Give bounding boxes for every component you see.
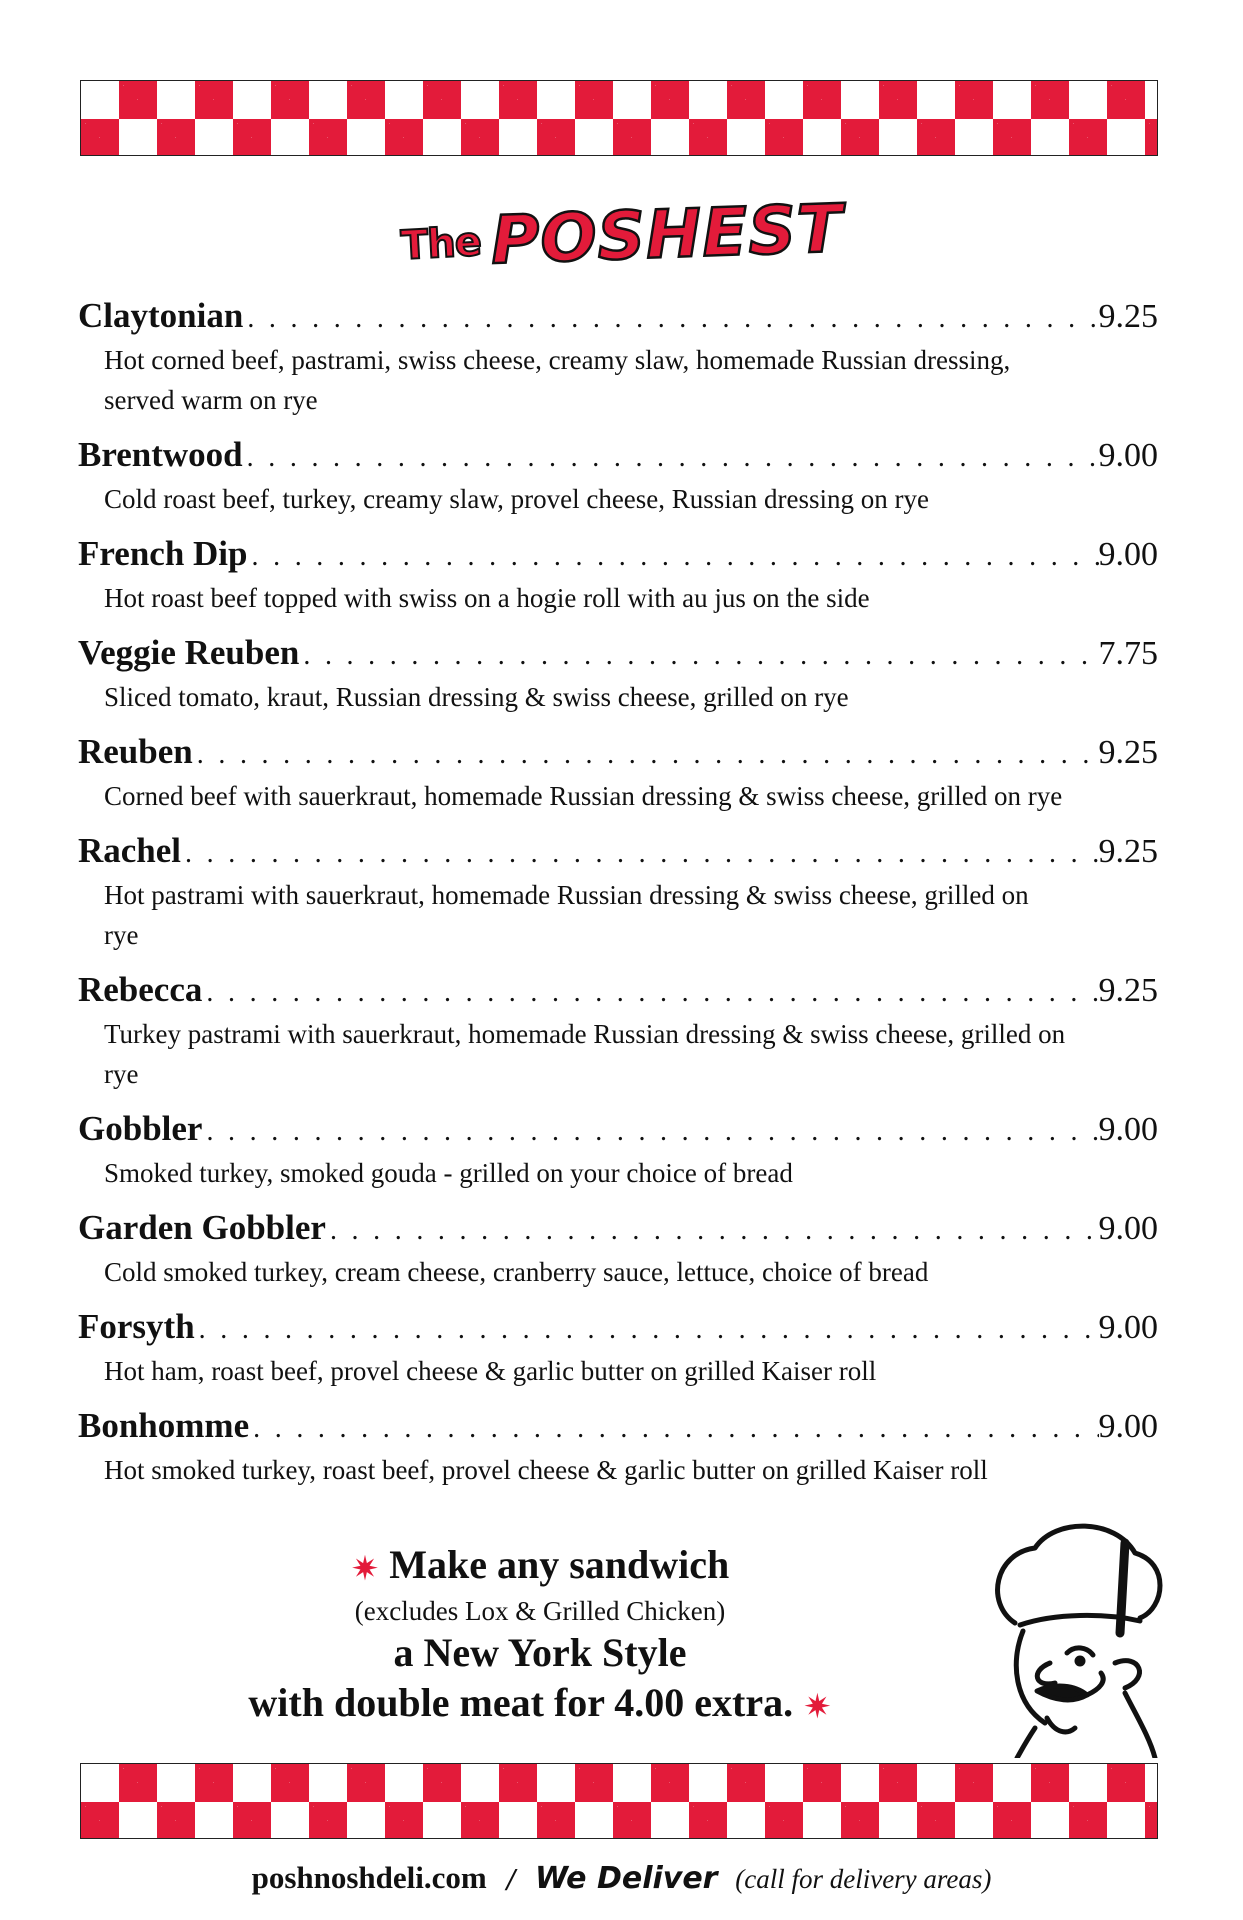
dot-leader: [249, 1408, 1098, 1450]
promo-text-4: with double meat for 4.00 extra.: [248, 1679, 794, 1725]
dot-leader: [195, 1309, 1099, 1351]
item-description: Hot smoked turkey, roast beef, provel cheese & garlic butter on grilled Kaiser roll: [104, 1455, 988, 1485]
checkered-border-top: [80, 80, 1158, 156]
item-description: Hot pastrami with sauerkraut, homemade Russian dressing & swiss cheese, grilled on rye: [104, 880, 1029, 950]
item-price: 7.75: [1098, 635, 1158, 672]
website-link[interactable]: poshnoshdeli.com: [251, 1860, 487, 1895]
item-name: Rebecca: [78, 970, 203, 1009]
menu-item-line: [78, 632, 1158, 677]
menu-item-line: [78, 1207, 1158, 1252]
item-description: Hot corned beef, pastrami, swiss cheese, creamy slaw, homemade Russian dressing, served warm on rye: [104, 345, 1011, 415]
dot-leader: [243, 437, 1099, 479]
item-description: Cold roast beef, turkey, creamy slaw, provel cheese, Russian dressing on rye: [104, 484, 930, 514]
item-price: 9.00: [1098, 1210, 1158, 1247]
item-description: Hot ham, roast beef, provel cheese & garlic butter on grilled Kaiser roll: [104, 1356, 877, 1386]
item-name: Forsyth: [78, 1307, 195, 1346]
promo-text-1: Make any sandwich: [389, 1542, 730, 1587]
item-price: 9.25: [1098, 972, 1158, 1009]
item-description: Turkey pastrami with sauerkraut, homemade Russian dressing & swiss cheese, grilled on rye: [104, 1019, 1066, 1089]
menu-item: [78, 1108, 1158, 1193]
menu-item: [78, 295, 1158, 420]
menu-item-line: [78, 830, 1158, 875]
menu-item: [78, 533, 1158, 618]
star-icon: ✷: [803, 1686, 832, 1727]
menu-item: [78, 1207, 1158, 1292]
we-deliver-label: We Deliver: [535, 1861, 718, 1896]
promo-line-3: a New York Style: [393, 1629, 687, 1675]
item-price: 9.00: [1098, 536, 1158, 573]
menu-item-line: [78, 533, 1158, 578]
page-title: [0, 189, 1243, 280]
chef-icon: [975, 1513, 1175, 1758]
item-name: Rachel: [78, 831, 182, 870]
menu-item: [78, 1306, 1158, 1391]
dot-leader: [248, 536, 1099, 578]
item-name: French Dip: [78, 534, 248, 573]
menu-item-line: [78, 1306, 1158, 1351]
dot-leader: [326, 1210, 1099, 1252]
item-description: Hot roast beef topped with swiss on a hogie roll with au jus on the side: [104, 583, 870, 613]
menu-item-line: [78, 731, 1158, 776]
menu-item: [78, 969, 1158, 1094]
item-description: Sliced tomato, kraut, Russian dressing & swiss cheese, grilled on rye: [104, 682, 849, 712]
promo-line-2: (excludes Lox & Grilled Chicken): [354, 1595, 726, 1626]
dot-leader: [202, 972, 1098, 1014]
star-icon: ✷: [350, 1548, 380, 1589]
item-name: Bonhomme: [78, 1406, 250, 1445]
footer: [0, 1860, 1243, 1896]
item-name: Claytonian: [78, 296, 244, 335]
menu-item: [78, 731, 1158, 816]
menu-item: [78, 1405, 1158, 1490]
item-name: Veggie Reuben: [78, 633, 300, 672]
item-description: Cold smoked turkey, cream cheese, cranberry sauce, lettuce, choice of bread: [104, 1257, 929, 1287]
dot-leader: [202, 1111, 1098, 1153]
delivery-note: (call for delivery areas): [735, 1864, 992, 1894]
menu-list: [78, 295, 1158, 1504]
item-name: Gobbler: [78, 1109, 203, 1148]
title-poshest: POSHEST: [489, 189, 844, 280]
menu-item: [78, 632, 1158, 717]
item-price: 9.25: [1098, 298, 1158, 335]
dot-leader: [181, 833, 1098, 875]
dot-leader: [243, 298, 1098, 340]
menu-item-line: [78, 295, 1158, 340]
checkered-border-bottom: [80, 1763, 1158, 1839]
item-price: 9.25: [1098, 734, 1158, 771]
item-price: 9.00: [1098, 437, 1158, 474]
item-name: Reuben: [78, 732, 193, 771]
dot-leader: [299, 635, 1098, 677]
dot-leader: [193, 734, 1099, 776]
item-price: 9.00: [1098, 1111, 1158, 1148]
promo-block: [160, 1540, 920, 1732]
item-price: 9.00: [1098, 1309, 1158, 1346]
item-description: Smoked turkey, smoked gouda - grilled on your choice of bread: [104, 1158, 793, 1188]
item-price: 9.25: [1098, 833, 1158, 870]
promo-line-4: [160, 1678, 920, 1732]
title-the: The: [399, 218, 482, 270]
item-description: Corned beef with sauerkraut, homemade Russian dressing & swiss cheese, grilled on rye: [104, 781, 1063, 811]
item-price: 9.00: [1098, 1408, 1158, 1445]
item-name: Garden Gobbler: [78, 1208, 326, 1247]
menu-item-line: [78, 434, 1158, 479]
promo-line-1: [160, 1540, 920, 1594]
menu-item: [78, 434, 1158, 519]
menu-item: [78, 830, 1158, 955]
item-name: Brentwood: [78, 435, 243, 474]
footer-separator: /: [506, 1865, 516, 1895]
menu-item-line: [78, 1108, 1158, 1153]
menu-item-line: [78, 969, 1158, 1014]
menu-item-line: [78, 1405, 1158, 1450]
